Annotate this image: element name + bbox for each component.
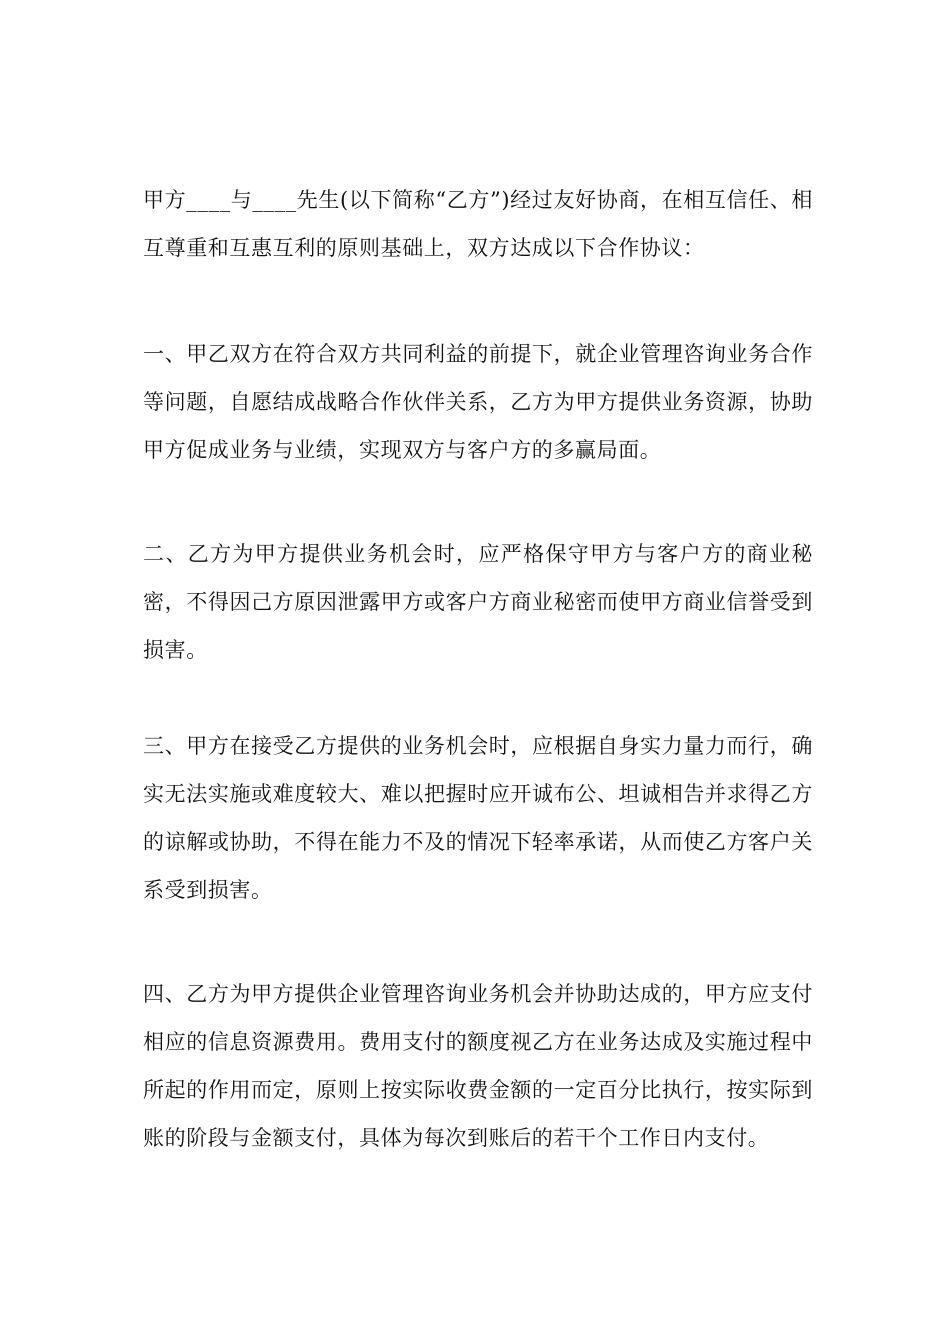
clause-1-paragraph: 一、甲乙双方在符合双方共同利益的前提下，就企业管理咨询业务合作等问题，自愿结成战略合作伙伴关系，乙方为甲方提供业务资源，协助甲方促成业务与业绩，实现双方与客户方的多赢局面。 (143, 342, 813, 462)
clause-2-paragraph: 二、乙方为甲方提供业务机会时，应严格保守甲方与客户方的商业秘密，不得因己方原因泄露甲方或客户方商业秘密而使甲方商业信誉受到损害。 (143, 542, 813, 662)
clause-3-paragraph: 三、甲方在接受乙方提供的业务机会时，应根据自身实力量力而行，确实无法实施或难度较大、难以把握时应开诚布公、坦诚相告并求得乙方的谅解或协助，不得在能力不及的情况下轻率承诺，从而使乙方客户关系受到损害。 (143, 734, 813, 902)
agreement-intro-paragraph: 甲方____与____先生(以下简称“乙方”)经过友好协商，在相互信任、相互尊重和互惠互利的原则基础上，双方达成以下合作协议： (143, 188, 813, 260)
clause-4-paragraph: 四、乙方为甲方提供企业管理咨询业务机会并协助达成的，甲方应支付相应的信息资源费用。费用支付的额度视乙方在业务达成及实施过程中所起的作用而定，原则上按实际收费金额的一定百分比执行，按实际到账的阶段与金额支付，具体为每次到账后的若干个工作日内支付。 (143, 982, 813, 1150)
